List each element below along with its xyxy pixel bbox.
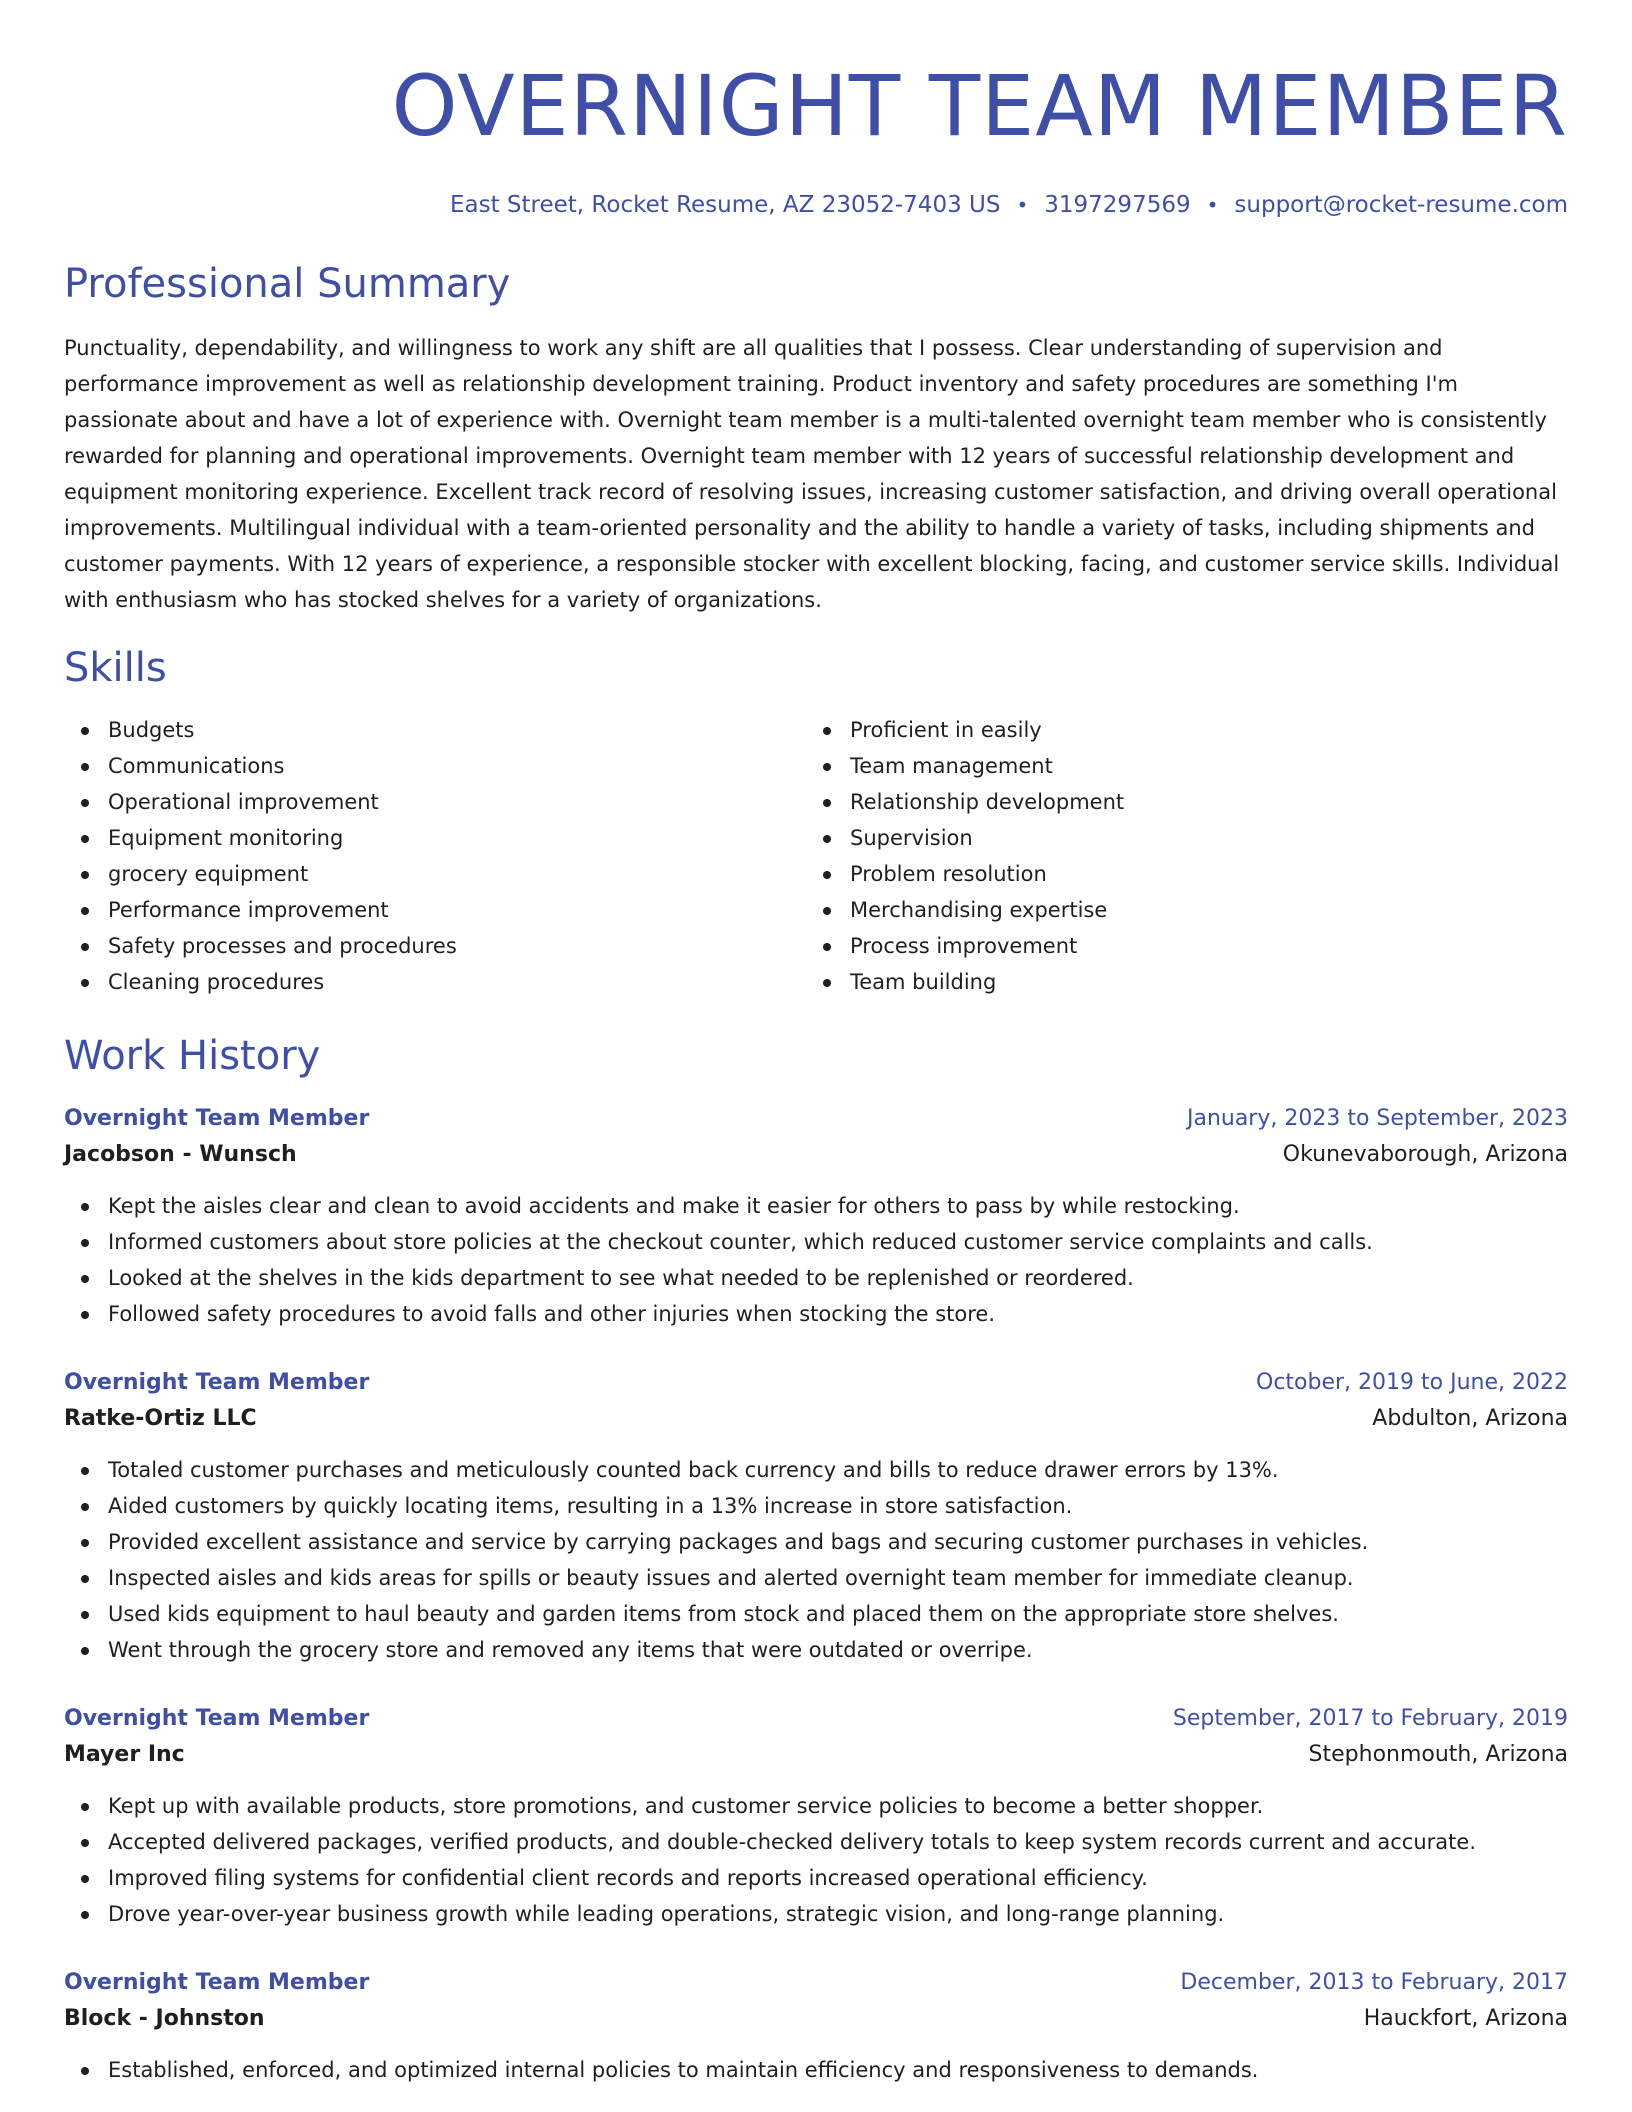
skills-column-right bbox=[806, 712, 1548, 1000]
skill-item: Communications bbox=[64, 748, 806, 784]
job-company: Jacobson - Wunsch bbox=[64, 1142, 297, 1167]
job-entry bbox=[64, 1102, 1568, 1332]
job-bullet: Followed safety procedures to avoid falls and other injuries when stocking the store. bbox=[64, 1296, 1568, 1332]
job-bullet: Drove year-over-year business growth while leading operations, strategic vision, and long-range planning. bbox=[64, 1896, 1568, 1932]
job-company: Mayer Inc bbox=[64, 1742, 185, 1767]
job-bullet: Aided customers by quickly locating items, resulting in a 13% increase in store satisfaction. bbox=[64, 1488, 1568, 1524]
job-entry bbox=[64, 1966, 1568, 2088]
job-bullets bbox=[64, 2052, 1568, 2088]
job-header bbox=[64, 1966, 1568, 2000]
skill-item: grocery equipment bbox=[64, 856, 806, 892]
job-location: Hauckfort, Arizona bbox=[1363, 2006, 1568, 2031]
skills-column-left bbox=[64, 712, 806, 1000]
skill-item: Problem resolution bbox=[806, 856, 1548, 892]
job-bullet: Improved filing systems for confidential client records and reports increased operational efficiency. bbox=[64, 1860, 1568, 1896]
job-bullet: Accepted delivered packages, verified products, and double-checked delivery totals to keep system records current and accurate. bbox=[64, 1824, 1568, 1860]
job-subheader bbox=[64, 1736, 1568, 1774]
job-bullet: Inspected aisles and kids areas for spills or beauty issues and alerted overnight team member for immediate cleanup. bbox=[64, 1560, 1568, 1596]
job-dates: December, 2013 to February, 2017 bbox=[1180, 1970, 1568, 1995]
job-bullets bbox=[64, 1788, 1568, 1932]
resume-name: OVERNIGHT TEAM MEMBER bbox=[391, 57, 1568, 155]
job-company: Block - Johnston bbox=[64, 2006, 265, 2031]
job-header bbox=[64, 1102, 1568, 1136]
job-subheader bbox=[64, 2000, 1568, 2038]
job-title: Overnight Team Member bbox=[64, 1706, 370, 1731]
contact-phone: 3197297569 bbox=[1044, 192, 1191, 218]
skill-item: Team building bbox=[806, 964, 1548, 1000]
job-dates: October, 2019 to June, 2022 bbox=[1256, 1370, 1568, 1395]
contact-address: East Street, Rocket Resume, AZ 23052-7403 US bbox=[449, 192, 1001, 218]
skill-item: Equipment monitoring bbox=[64, 820, 806, 856]
job-bullet: Went through the grocery store and removed any items that were outdated or overripe. bbox=[64, 1632, 1568, 1668]
job-bullet: Looked at the shelves in the kids department to see what needed to be replenished or reordered. bbox=[64, 1260, 1568, 1296]
skill-item: Team management bbox=[806, 748, 1548, 784]
summary-text: Punctuality, dependability, and willingness to work any shift are all qualities that I possess. Clear understanding of supervision and performance improvement as well as relationship development training. Product inventory and safety procedures are something I'm passionate about and have a lot of experience with. Overnight team member is a multi-talented overnight team member who is consistently rewarded for planning and operational improvements. Overnight team member with 12 years of successful relationship development and equipment monitoring experience. Excellent track record of resolving issues, increasing customer satisfaction, and driving overall operational improvements. Multilingual individual with a team-oriented personality and the ability to handle a variety of tasks, including shipments and customer payments. With 12 years of experience, a responsible stocker with excellent blocking, facing, and customer service skills. Individual with enthusiasm who has stocked shelves for a variety of organizations. bbox=[64, 336, 1560, 612]
skill-item: Proficient in easily bbox=[806, 712, 1548, 748]
job-location: Okunevaborough, Arizona bbox=[1282, 1142, 1568, 1167]
job-bullet: Established, enforced, and optimized internal policies to maintain efficiency and responsiveness to demands. bbox=[64, 2052, 1568, 2088]
job-bullet: Kept up with available products, store promotions, and customer service policies to become a better shopper. bbox=[64, 1788, 1568, 1824]
skill-item: Relationship development bbox=[806, 784, 1548, 820]
job-title: Overnight Team Member bbox=[64, 1370, 370, 1395]
job-header bbox=[64, 1702, 1568, 1736]
contact-email[interactable]: support@rocket-resume.com bbox=[1234, 192, 1568, 218]
job-entry bbox=[64, 1366, 1568, 1668]
skill-item: Budgets bbox=[64, 712, 806, 748]
job-title: Overnight Team Member bbox=[64, 1106, 370, 1131]
skills-grid bbox=[64, 712, 1568, 1000]
job-bullet: Provided excellent assistance and service by carrying packages and bags and securing customer purchases in vehicles. bbox=[64, 1524, 1568, 1560]
skill-item: Merchandising expertise bbox=[806, 892, 1548, 928]
contact-separator: • bbox=[1016, 193, 1029, 217]
skill-item: Supervision bbox=[806, 820, 1548, 856]
job-location: Stephonmouth, Arizona bbox=[1308, 1742, 1568, 1767]
job-subheader bbox=[64, 1400, 1568, 1438]
job-bullet: Kept the aisles clear and clean to avoid accidents and make it easier for others to pass by while restocking. bbox=[64, 1188, 1568, 1224]
skills-heading: Skills bbox=[64, 645, 167, 691]
contact-separator: • bbox=[1206, 193, 1219, 217]
job-bullets bbox=[64, 1188, 1568, 1332]
job-title: Overnight Team Member bbox=[64, 1970, 370, 1995]
contact-line bbox=[64, 190, 1568, 220]
job-dates: September, 2017 to February, 2019 bbox=[1172, 1706, 1568, 1731]
resume-page bbox=[64, 0, 1568, 2088]
job-dates: January, 2023 to September, 2023 bbox=[1186, 1106, 1568, 1131]
job-bullet: Informed customers about store policies at the checkout counter, which reduced customer service complaints and calls. bbox=[64, 1224, 1568, 1260]
job-entry bbox=[64, 1702, 1568, 1932]
skill-item: Operational improvement bbox=[64, 784, 806, 820]
job-bullet: Used kids equipment to haul beauty and garden items from stock and placed them on the appropriate store shelves. bbox=[64, 1596, 1568, 1632]
job-bullet: Totaled customer purchases and meticulously counted back currency and bills to reduce drawer errors by 13%. bbox=[64, 1452, 1568, 1488]
job-header bbox=[64, 1366, 1568, 1400]
skill-item: Process improvement bbox=[806, 928, 1548, 964]
job-subheader bbox=[64, 1136, 1568, 1174]
job-company: Ratke-Ortiz LLC bbox=[64, 1406, 257, 1431]
job-location: Abdulton, Arizona bbox=[1372, 1406, 1568, 1431]
work-history-heading: Work History bbox=[64, 1033, 321, 1079]
job-bullets bbox=[64, 1452, 1568, 1668]
skill-item: Safety processes and procedures bbox=[64, 928, 806, 964]
skill-item: Cleaning procedures bbox=[64, 964, 806, 1000]
skill-item: Performance improvement bbox=[64, 892, 806, 928]
summary-heading: Professional Summary bbox=[64, 261, 511, 307]
